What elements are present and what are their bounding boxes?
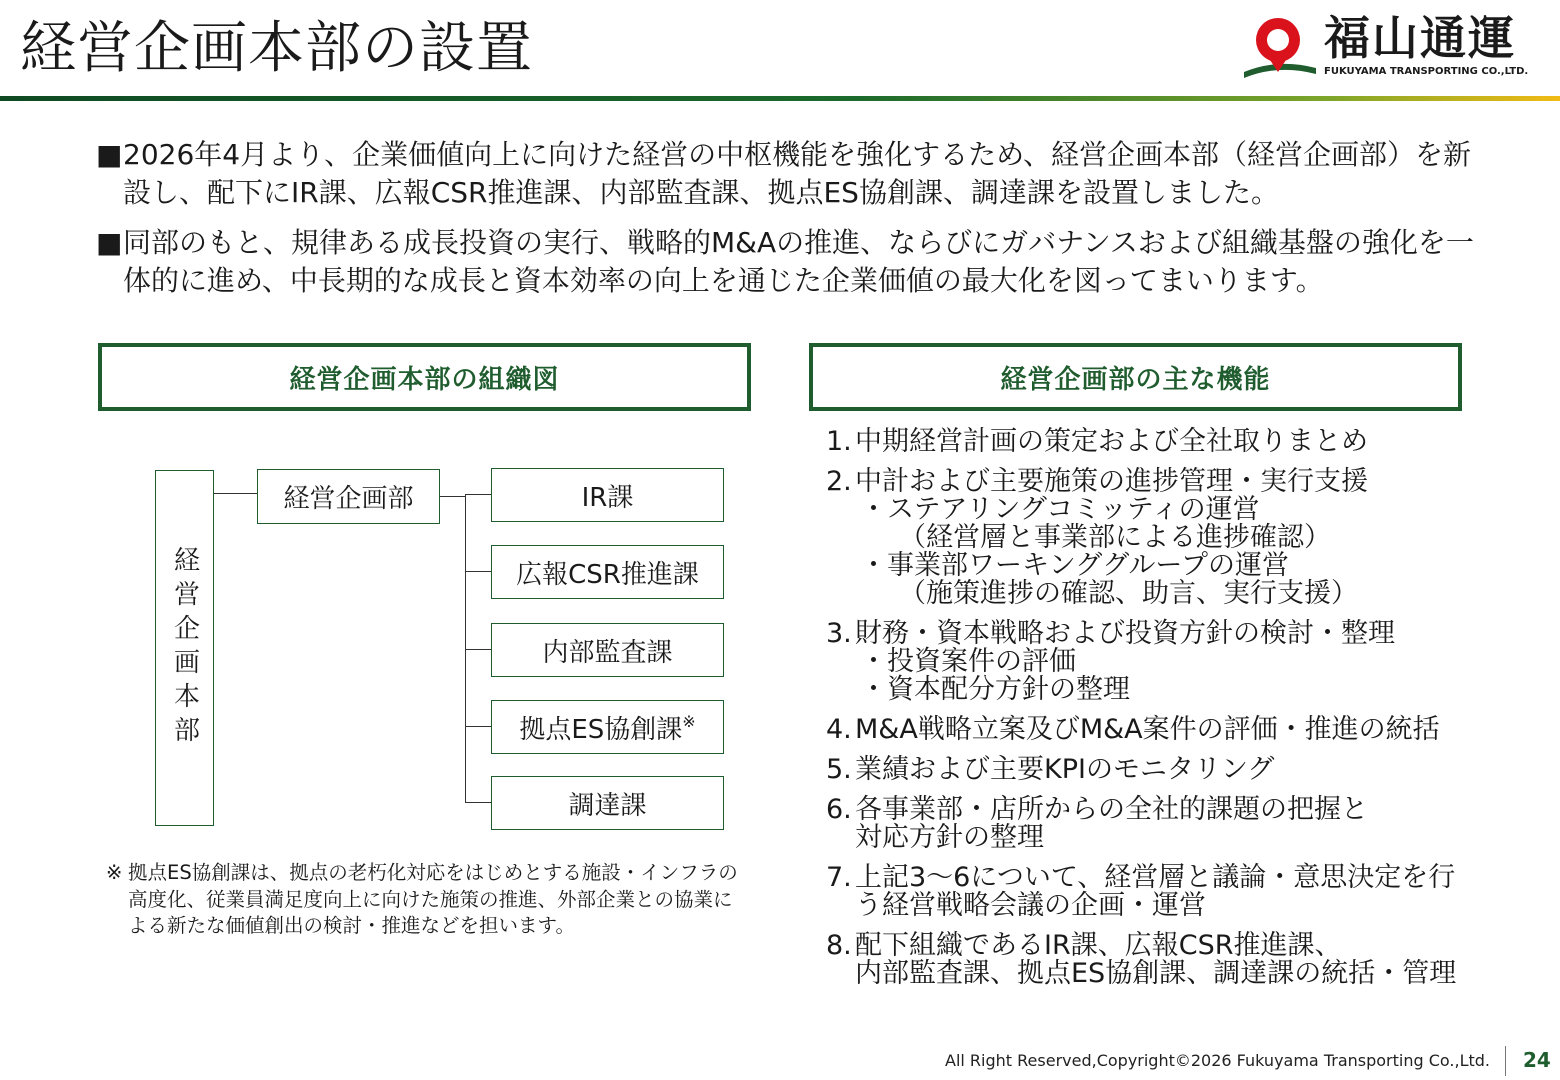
connector-line — [465, 571, 491, 572]
org-node-es-label: 拠点ES協創課 — [519, 714, 683, 745]
list-item — [826, 468, 1516, 608]
item-number: 5. — [826, 754, 852, 785]
list-item — [826, 716, 1516, 744]
org-node-hq — [155, 470, 214, 826]
intro-bullet — [96, 136, 1476, 212]
connector-line — [465, 494, 491, 495]
logo-mark-icon — [1240, 10, 1320, 82]
connector-line — [465, 649, 491, 650]
item-subpoint: ・資本配分方針の整理 — [860, 674, 1130, 705]
list-item — [826, 864, 1516, 920]
item-text: 財務・資本戦略および投資方針の検討・整理 — [855, 618, 1395, 649]
connector-line — [440, 496, 465, 497]
functions-header: 経営企画部の主な機能 — [809, 343, 1462, 411]
page-title: 経営企画本部の設置 — [20, 16, 533, 81]
connector-line — [465, 726, 491, 727]
item-number: 8. — [826, 930, 852, 961]
org-chart-footnote — [106, 860, 746, 940]
item-subpoint: ・投資案件の評価 — [860, 646, 1076, 677]
list-item — [826, 756, 1516, 784]
item-text: 上記3～6について、経営層と議論・意思決定を行 — [855, 862, 1456, 893]
item-number: 3. — [826, 618, 852, 649]
org-node-department — [257, 469, 440, 524]
item-text: 業績および主要KPIのモニタリング — [855, 754, 1275, 785]
org-chart-header: 経営企画本部の組織図 — [98, 343, 751, 411]
item-text: 各事業部・店所からの全社的課題の把握と — [855, 794, 1368, 825]
item-text-continued: 内部監査課、拠点ES協創課、調達課の統括・管理 — [855, 958, 1457, 989]
connector-line — [214, 493, 257, 494]
bullet-square-icon: ■ — [96, 138, 123, 171]
org-node-audit — [491, 623, 724, 677]
item-number: 4. — [826, 714, 852, 745]
intro-bullet — [96, 224, 1476, 300]
header-rule — [0, 96, 1560, 101]
item-text: 中期経営計画の策定および全社取りまとめ — [855, 426, 1368, 457]
org-node-procurement-label: 調達課 — [568, 790, 647, 821]
company-logo — [1240, 10, 1540, 82]
list-item — [826, 796, 1516, 852]
logo-name: 福山通運 — [1324, 11, 1516, 65]
footnote-mark: ※ — [106, 861, 123, 884]
footnote-mark: ※ — [682, 711, 696, 731]
item-subpoint: ・ステアリングコミッティの運営 — [860, 494, 1260, 525]
org-node-department-label: 経営企画部 — [283, 484, 414, 514]
org-node-ir-label: IR課 — [581, 482, 634, 513]
item-number: 2. — [826, 466, 852, 497]
bullet-text: 2026年4月より、企業価値向上に向けた経営の中枢機能を強化するため、経営企画本部（経営企画部）を新設し、配下にIR課、広報CSR推進課、内部監査課、拠点ES協創課、調達課を設置しました。 — [123, 138, 1471, 209]
org-node-hq-label: 経営企画本部 — [169, 546, 200, 750]
item-subpoint-note: （経営層と事業部による進捗確認） — [899, 522, 1331, 553]
logo-subtitle: FUKUYAMA TRANSPORTING CO.,LTD. — [1324, 66, 1529, 77]
page-number: 24 — [1523, 1048, 1551, 1072]
item-subpoint-note: （施策進捗の確認、助言、実行支援） — [899, 578, 1358, 609]
list-item — [826, 932, 1516, 988]
footer-copyright: All Right Reserved,Copyright©2026 Fukuyama Transporting Co.,Ltd. — [945, 1051, 1490, 1070]
item-text: 配下組織であるIR課、広報CSR推進課、 — [855, 930, 1342, 961]
item-subpoint: ・事業部ワーキンググループの運営 — [860, 550, 1290, 581]
item-number: 1. — [826, 426, 852, 457]
org-node-ir — [491, 468, 724, 522]
item-number: 6. — [826, 794, 852, 825]
functions-list — [826, 424, 1516, 988]
item-text-continued: 対応方針の整理 — [855, 822, 1044, 853]
bullet-square-icon: ■ — [96, 226, 123, 259]
footer-divider — [1505, 1046, 1506, 1076]
connector-line — [465, 802, 491, 803]
org-node-es — [491, 700, 724, 754]
item-text: M&A戦略立案及びM&A案件の評価・推進の統括 — [855, 714, 1440, 745]
item-number: 7. — [826, 862, 852, 893]
bullet-text: 同部のもと、規律ある成長投資の実行、戦略的M&Aの推進、ならびにガバナンスおよび組織基盤の強化を一体的に進め、中長期的な成長と資本効率の向上を通じた企業価値の最大化を図ってまいります。 — [123, 226, 1474, 297]
footnote-text: 拠点ES協創課は、拠点の老朽化対応をはじめとする施設・インフラの高度化、従業員満足度向上に向けた施策の推進、外部企業との協業による新たな価値創出の検討・推進などを担います。 — [128, 861, 738, 937]
org-node-audit-label: 内部監査課 — [542, 637, 673, 668]
item-text: 中計および主要施策の進捗管理・実行支援 — [855, 466, 1368, 497]
org-node-pr-csr-label: 広報CSR推進課 — [516, 559, 699, 590]
org-node-procurement — [491, 776, 724, 830]
org-node-pr-csr — [491, 545, 724, 599]
list-item — [826, 428, 1516, 456]
list-item — [826, 620, 1516, 704]
item-text-continued: う経営戦略会議の企画・運営 — [855, 890, 1206, 921]
